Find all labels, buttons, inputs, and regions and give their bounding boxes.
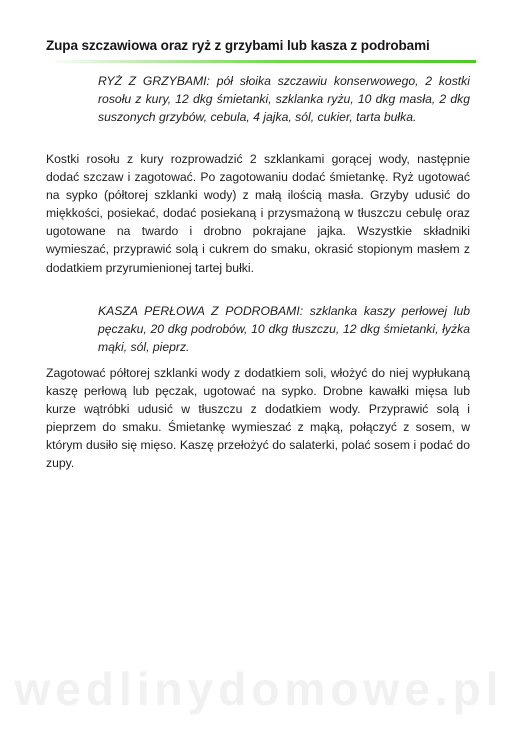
recipe2-ingredients: KASZA PERŁOWA Z PODROBAMI: szklanka kaszy perłowej lub pęczaku, 20 dkg podrobów, 10 dkg tłuszczu, 12 dkg śmietanki, łyżka mąki, sól, pieprz. [98, 304, 470, 354]
recipe2-method: Zagotować półtorej szklanki wody z dodatkiem soli, włożyć do niej wypłukaną kaszę perłową lub pęczak, ugotować na sypko. Drobne kawałki mięsa lub kurze wątróbki udusić w tłuszczu z dodatkiem wody. Przyprawić solą i pieprzem do smaku. Śmietankę wymieszać z mąką, połączyć z sosem, w którym dusiło się mięso. Kaszę przełożyć do salaterki, polać sosem i podać do zupy. [46, 366, 470, 471]
recipe1-ingredients: RYŻ Z GRZYBAMI: pół słoika szczawiu konserwowego, 2 kostki rosołu z kury, 12 dkg śmietanki, szklanka ryżu, 10 dkg masła, 2 dkg suszonych grzybów, cebula, 4 jajka, sól, cukier, tarta bułka. [98, 74, 470, 124]
recipe1-method: Kostki rosołu z kury rozprowadzić 2 szklankami gorącej wody, następnie dodać szczaw i zagotować. Po zagotowaniu dodać śmietankę. Ryż ugotować na sypko (półtorej szklanki wody) z małą ilością masła. Grzyby udusić do miękkości, posiekać, dodać posiekaną i przysmażoną w tłuszczu cebulę oraz ugotowane na twardo i drobno pokrajane jajka. Wszystkie składniki wymieszać, przyprawić solą i cukrem do smaku, okrasić stopionym masłem z dodatkiem przyrumienionej tartej bułki. [46, 152, 470, 275]
green-divider [46, 60, 476, 63]
page-title: Zupa szczawiowa oraz ryż z grzybami lub kasza z podrobami [46, 38, 430, 53]
watermark: wedlinydomowe.pl [14, 663, 504, 715]
